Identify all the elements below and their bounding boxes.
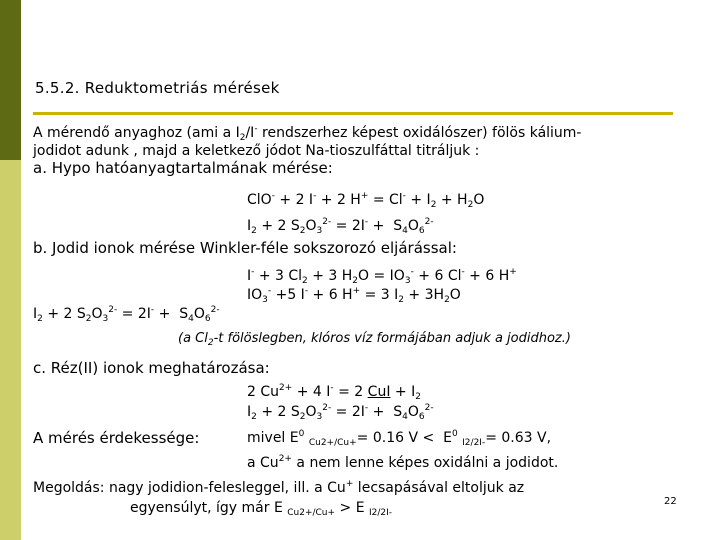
intro-text-c: rendszerhez képest oxidálószer) fölös kálium-	[257, 125, 582, 141]
section-c-heading: c. Réz(II) ionok meghatározása:	[33, 359, 270, 377]
intro-text-b: /I	[245, 125, 255, 141]
intro-line-2: jodidot adunk , majd a keletkező jódot Na-tioszulfáttal titráljuk :	[33, 143, 480, 159]
section-a-equation-2: $I_2 + 2$ $S_2O_3^{2-} = 2I^- + S_4O_6^{2-}$	[247, 217, 434, 236]
section-c-equation-2: $I_2 + 2$ $S_2O_3^{2-} = 2I^- + S_4O_6^{2-}$	[247, 403, 434, 422]
sidebar-light-band	[0, 160, 21, 540]
section-b-equation-1: I- + 3 $Cl_2 + 3$ $H_2O = IO_3^- + 6$ Cl- + 6 H+	[247, 267, 517, 286]
slide-title: 5.5.2. Reduktometriás mérések	[35, 79, 280, 97]
interest-line-2: a $Cu^{2+}$ a nem lenne képes oxidálni a jodidot.	[247, 454, 559, 471]
title-divider	[33, 112, 673, 115]
intro-sub: 2	[239, 133, 246, 143]
intro-text-a: A mérendő anyaghoz (ami a I	[33, 125, 240, 141]
section-a-heading: a. Hypo hatóanyagtartalmának mérése:	[33, 159, 333, 177]
solution-line-1: Megoldás: nagy jodidion-felesleggel, ill. a Cu+ lecsapásával eltoljuk az	[33, 479, 525, 496]
slide-sidebar	[0, 0, 21, 540]
section-b-equation-2: $IO_3^- +5$ I- + 6 H+ = 3 $I_2 + 3H_2O$	[247, 286, 461, 305]
interest-text: mivel $E^0$ $_{Cu2+/Cu+}$= 0.16 $V < E^0$ $_{I2/2I-}$= 0.63 V,	[247, 429, 552, 448]
solution-label: Megoldás:	[33, 480, 105, 496]
solution-line-2: egyensúlyt, így már E $_{Cu2+/Cu+}$ > E $_{I2/2I-}$	[130, 500, 393, 518]
section-b-heading: b. Jodid ionok mérése Winkler-féle sokszorozó eljárással:	[33, 239, 457, 257]
sidebar-dark-band	[0, 0, 21, 160]
intro-sup: -	[254, 124, 258, 134]
section-b-equation-3: $I_2 + 2$ $S_2O_3^{2-} = 2I^- + S_4O_6^{2-}$	[33, 305, 220, 324]
intro-line-1	[33, 125, 582, 142]
page-number: 22	[664, 496, 677, 507]
section-a-equation-1: ClO- + 2 I- + 2 $H^+ = Cl^- + I_2 + H_2O$	[247, 191, 485, 210]
section-c-equation-1: 2 $Cu^{2+} + 4$ I- = 2 CuI + $I_2$	[247, 383, 421, 402]
interest-label: A mérés érdekessége:	[33, 429, 200, 447]
section-b-note: (a $Cl_2-t$ fölöslegben, klóros víz formájában adjuk a jodidhoz.)	[178, 331, 571, 348]
